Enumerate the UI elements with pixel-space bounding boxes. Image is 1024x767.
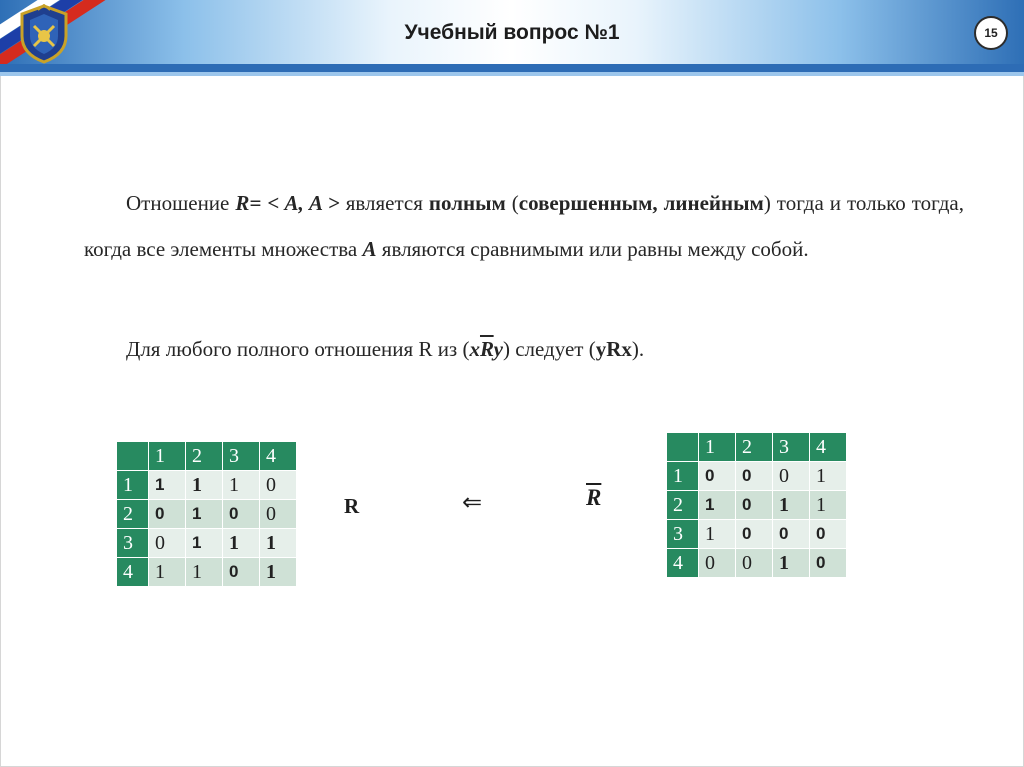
implication-arrow: ⇐ xyxy=(462,490,483,516)
matrix-cell: 0 xyxy=(810,549,847,578)
matrix-corner-cell xyxy=(667,433,699,462)
matrix-row-header: 1 xyxy=(667,462,699,491)
page-number-badge: 15 xyxy=(974,16,1008,50)
matrix-row-header: 2 xyxy=(117,500,149,529)
matrix-corner-cell xyxy=(117,442,149,471)
matrix-cell: 0 xyxy=(223,558,260,587)
matrix-cell: 1 xyxy=(149,471,186,500)
relation-yrx: yRx xyxy=(595,337,632,361)
matrix-cell: 0 xyxy=(736,549,773,578)
page-title: Учебный вопрос №1 xyxy=(404,21,620,44)
text-fragment: ) следует ( xyxy=(502,337,596,361)
matrix-cell: 1 xyxy=(773,491,810,520)
variable-x: x xyxy=(469,337,480,361)
text-fragment: ( xyxy=(505,191,519,215)
matrix-rbar-table xyxy=(666,432,847,578)
military-emblem-icon xyxy=(16,4,72,64)
matrix-cell: 1 xyxy=(223,529,260,558)
matrix-col-header: 3 xyxy=(773,433,810,462)
matrix-cell: 1 xyxy=(149,558,186,587)
matrix-cell: 0 xyxy=(260,500,297,529)
matrix-row-header: 4 xyxy=(667,549,699,578)
variable-y: y xyxy=(493,337,503,361)
relation-complement: $\overline{R}$ xyxy=(479,337,494,361)
matrix-r-table xyxy=(116,441,297,587)
matrix-cell: 0 xyxy=(810,520,847,549)
matrix-cell: 1 xyxy=(186,500,223,529)
text-fragment: является xyxy=(339,191,429,215)
matrix-cell: 0 xyxy=(699,549,736,578)
slide-header xyxy=(0,0,1024,76)
matrix-r-label: R xyxy=(344,494,360,518)
matrix-cell: 0 xyxy=(736,491,773,520)
term-synonyms: совершенным, линейным xyxy=(518,191,764,215)
definition-paragraph xyxy=(84,180,964,272)
matrix-cell: 1 xyxy=(773,549,810,578)
matrix-col-header: 1 xyxy=(149,442,186,471)
matrix-row xyxy=(117,529,297,558)
matrix-col-header: 4 xyxy=(810,433,847,462)
matrix-col-header: 1 xyxy=(699,433,736,462)
text-fragment: ) тогда и только тогда, когда все элементы множества xyxy=(84,191,964,261)
matrix-row-header: 4 xyxy=(117,558,149,587)
set-name: A xyxy=(362,237,377,261)
matrix-row-header: 1 xyxy=(117,471,149,500)
matrix-col-header: 2 xyxy=(186,442,223,471)
matrix-cell: 1 xyxy=(810,462,847,491)
header-accent-line xyxy=(0,72,1024,76)
matrix-header-row xyxy=(117,442,297,471)
matrix-header-row xyxy=(667,433,847,462)
matrix-cell: 0 xyxy=(223,500,260,529)
matrix-cell: 0 xyxy=(736,520,773,549)
matrix-row-header: 2 xyxy=(667,491,699,520)
matrix-cell: 0 xyxy=(149,500,186,529)
matrix-row xyxy=(667,549,847,578)
matrix-cell: 1 xyxy=(186,471,223,500)
matrix-col-header: 2 xyxy=(736,433,773,462)
matrix-cell: 1 xyxy=(699,491,736,520)
matrix-row-header: 3 xyxy=(667,520,699,549)
consequence-paragraph xyxy=(126,326,926,372)
matrix-cell: 1 xyxy=(223,471,260,500)
matrix-col-header: 3 xyxy=(223,442,260,471)
matrix-cell: 0 xyxy=(736,462,773,491)
matrix-cell: 0 xyxy=(260,471,297,500)
matrix-cell: 1 xyxy=(186,529,223,558)
matrix-row xyxy=(117,558,297,587)
relation-formula: R= < A, A > xyxy=(235,191,340,215)
text-fragment: Для любого полного отношения R из ( xyxy=(126,337,470,361)
matrix-cell: 0 xyxy=(773,462,810,491)
matrix-col-header: 4 xyxy=(260,442,297,471)
matrix-cell: 0 xyxy=(149,529,186,558)
text-fragment: Отношение xyxy=(126,191,236,215)
text-fragment: являются сравнимыми или равны между собой. xyxy=(376,237,809,261)
matrix-cell: 1 xyxy=(260,529,297,558)
matrix-cell: 0 xyxy=(773,520,810,549)
term-full: полным xyxy=(428,191,506,215)
matrix-row xyxy=(667,462,847,491)
matrix-row xyxy=(667,491,847,520)
matrix-cell: 0 xyxy=(699,462,736,491)
header-accent-bar xyxy=(0,64,1024,72)
matrix-row-header: 3 xyxy=(117,529,149,558)
text-fragment: ). xyxy=(631,337,645,361)
matrix-cell: 1 xyxy=(699,520,736,549)
matrix-row xyxy=(117,471,297,500)
matrix-row xyxy=(117,500,297,529)
matrix-cell: 1 xyxy=(810,491,847,520)
matrix-rbar-label: $\overline{R}$ xyxy=(586,485,602,510)
matrix-row xyxy=(667,520,847,549)
matrix-cell: 1 xyxy=(260,558,297,587)
matrix-cell: 1 xyxy=(186,558,223,587)
